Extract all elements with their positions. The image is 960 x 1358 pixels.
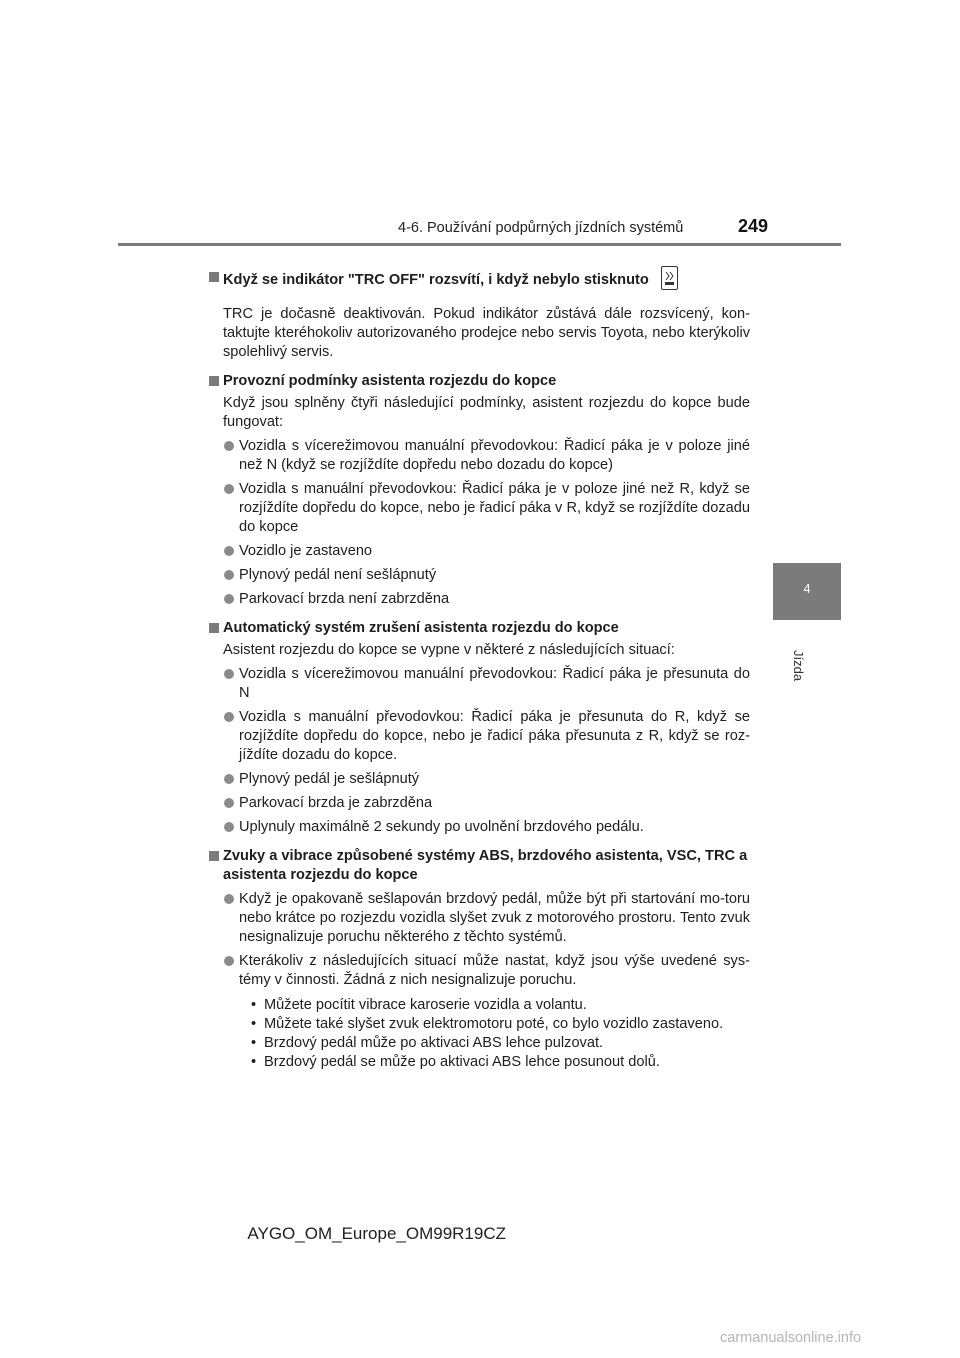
sub-list-item bbox=[251, 1053, 750, 1072]
list-item bbox=[239, 480, 750, 537]
circle-bullet-icon bbox=[224, 894, 234, 904]
list-item bbox=[239, 818, 750, 837]
sub-list-item-text: Můžete také slyšet zvuk elektromotoru poté, co bylo vozidlo zastaveno. bbox=[264, 1016, 724, 1032]
list-item bbox=[239, 794, 750, 813]
square-bullet-icon bbox=[209, 851, 219, 861]
section-heading bbox=[223, 372, 750, 391]
circle-bullet-icon bbox=[224, 594, 234, 604]
section-heading bbox=[223, 619, 750, 638]
circle-bullet-icon bbox=[224, 956, 234, 966]
list-item bbox=[239, 952, 750, 990]
circle-bullet-icon bbox=[224, 822, 234, 832]
trc-off-icon bbox=[661, 266, 678, 290]
dot-mark: • bbox=[251, 997, 257, 1013]
list-item bbox=[239, 542, 750, 561]
square-bullet-icon bbox=[209, 272, 219, 282]
section-heading-text: Provozní podmínky asistenta rozjezdu do kopce bbox=[223, 373, 557, 389]
sub-list-item bbox=[251, 1015, 750, 1034]
list-item-text: Plynový pedál je sešlápnutý bbox=[239, 771, 420, 787]
sub-list-item-text: Brzdový pedál může po aktivaci ABS lehce pulzovat. bbox=[264, 1035, 604, 1051]
list-item bbox=[239, 437, 750, 475]
page-number: 249 bbox=[738, 216, 769, 236]
section-paragraph: TRC je dočasně deaktivován. Pokud indikátor zůstává dále rozsvícený, kon-taktujte kteréhokoliv autorizovaného prodejce nebo servis Toyota, nebo kterýkoliv spolehlivý servis. bbox=[223, 306, 750, 360]
sub-list-item bbox=[251, 1034, 750, 1053]
dot-mark: • bbox=[251, 1016, 257, 1032]
section-paragraph: Když jsou splněny čtyři následující podmínky, asistent rozjezdu do kopce bude fungovat: bbox=[223, 395, 750, 430]
list-item-text: Uplynuly maximálně 2 sekundy po uvolnění brzdového pedálu. bbox=[239, 819, 644, 835]
watermark: carmanualsonline.info bbox=[720, 1330, 862, 1346]
footer-code: AYGO_OM_Europe_OM99R19CZ bbox=[247, 1224, 506, 1243]
chapter-label: Jízda bbox=[791, 650, 806, 682]
dot-mark: • bbox=[251, 1035, 257, 1051]
section-paragraph: Asistent rozjezdu do kopce se vypne v některé z následujících situací: bbox=[223, 642, 675, 658]
list-item-text: Vozidla s manuální převodovkou: Řadicí páka je přesunuta do R, když se rozjíždíte dopředu do kopce, nebo je řadicí páka přesunuta z R, když se roz-jíždíte dozadu do kopce. bbox=[239, 709, 750, 763]
square-bullet-icon bbox=[209, 623, 219, 633]
sub-list-item-text: Můžete pocítit vibrace karoserie vozidla a volantu. bbox=[264, 997, 587, 1013]
list-item-text: Vozidla s manuální převodovkou: Řadicí páka je v poloze jiné než R, když se rozjíždíte dopředu do kopce, nebo je řadicí páka v R, když se rozjíždíte dozadu do kopce bbox=[239, 481, 750, 535]
circle-bullet-icon bbox=[224, 484, 234, 494]
list-item bbox=[239, 770, 750, 789]
header-section-title: 4-6. Používání podpůrných jízdních systémů bbox=[398, 220, 684, 236]
circle-bullet-icon bbox=[224, 712, 234, 722]
list-item-text: Kterákoliv z následujících situací může nastat, když jsou výše uvedené sys-témy v činnosti. Žádná z nich nesignalizuje poruchu. bbox=[239, 953, 750, 988]
list-item bbox=[239, 665, 750, 703]
list-item bbox=[239, 708, 750, 765]
list-item-text: Vozidla s vícerežimovou manuální převodovkou: Řadicí páka je přesunuta do N bbox=[239, 666, 750, 701]
circle-bullet-icon bbox=[224, 546, 234, 556]
list-item bbox=[239, 590, 750, 609]
section-heading bbox=[223, 268, 750, 292]
list-item-text: Parkovací brzda není zabrzděna bbox=[239, 591, 450, 607]
page-content bbox=[209, 268, 750, 1072]
list-item-text: Parkovací brzda je zabrzděna bbox=[239, 795, 433, 811]
chapter-number: 4 bbox=[803, 581, 811, 596]
section-heading-text: Zvuky a vibrace způsobené systémy ABS, brzdového asistenta, VSC, TRC a asistenta rozjezdu do kopce bbox=[223, 848, 748, 883]
square-bullet-icon bbox=[209, 376, 219, 386]
list-item-text: Vozidlo je zastaveno bbox=[239, 543, 373, 559]
circle-bullet-icon bbox=[224, 669, 234, 679]
sub-list bbox=[251, 996, 750, 1072]
circle-bullet-icon bbox=[224, 441, 234, 451]
list-item-text: Plynový pedál není sešlápnutý bbox=[239, 567, 437, 583]
header-divider bbox=[118, 243, 841, 246]
list-item bbox=[239, 890, 750, 947]
section-heading-text: Když se indikátor "TRC OFF" rozsvítí, i když nebylo stisknuto bbox=[223, 271, 649, 288]
section-heading-text: Automatický systém zrušení asistenta rozjezdu do kopce bbox=[223, 620, 619, 636]
circle-bullet-icon bbox=[224, 774, 234, 784]
circle-bullet-icon bbox=[224, 570, 234, 580]
dot-mark: • bbox=[251, 1054, 257, 1070]
sub-list-item bbox=[251, 996, 750, 1015]
sub-list-item-text: Brzdový pedál se může po aktivaci ABS lehce posunout dolů. bbox=[264, 1054, 660, 1070]
chapter-tab bbox=[773, 563, 841, 620]
section-heading bbox=[223, 847, 750, 885]
list-item bbox=[239, 566, 750, 585]
list-item-text: Vozidla s vícerežimovou manuální převodovkou: Řadicí páka je v poloze jiné než N (když se rozjíždíte dopředu nebo dozadu do kopce) bbox=[239, 438, 750, 473]
list-item-text: Když je opakovaně sešlapován brzdový pedál, může být při startování mo-toru nebo krátce po rozjezdu vozidla slyšet zvuk z motorového prostoru. Tento zvuk nesignalizuje poruchu některého z těchto systémů. bbox=[239, 891, 750, 945]
circle-bullet-icon bbox=[224, 798, 234, 808]
